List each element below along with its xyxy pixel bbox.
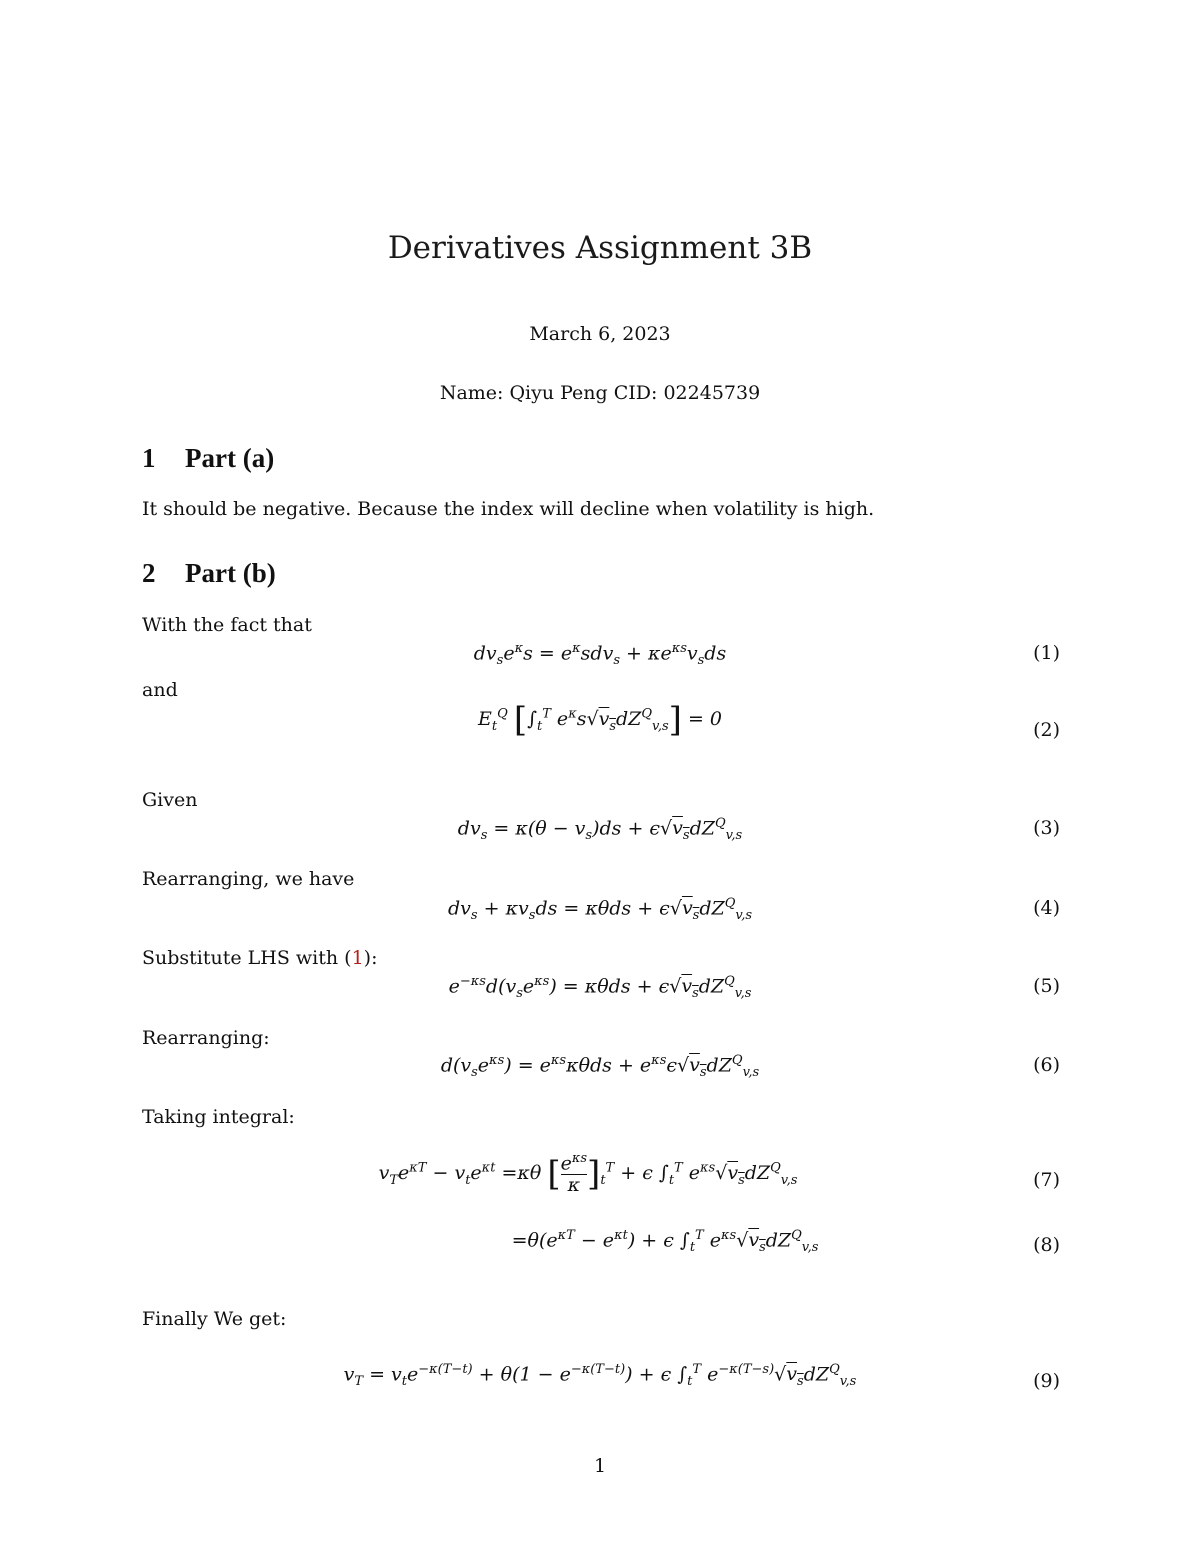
equation-number-4: (4): [1033, 897, 1060, 919]
paragraph-finally: Finally We get:: [142, 1308, 287, 1330]
substitute-suffix: ):: [363, 947, 378, 969]
paragraph-rearranging-we-have: Rearranging, we have: [142, 868, 355, 890]
paragraph-rearranging: Rearranging:: [142, 1027, 270, 1049]
substitute-text: Substitute LHS with (: [142, 947, 352, 969]
equation-2: $E_t^Q$ [$\int_t^T$ $e^\kappa s√v_sdZ^Q_{v,s}] = 0$: [477, 700, 722, 740]
paragraph-substitute-lhs: [142, 947, 378, 969]
equation-number-5: (5): [1033, 975, 1060, 997]
equation-number-6: (6): [1033, 1054, 1060, 1076]
document-title: Derivatives Assignment 3B: [387, 230, 813, 266]
equation-number-3: (3): [1033, 817, 1060, 839]
equation-4: $dv_s + \kappa v_sds = \kappa\theta ds + \epsilon√v_sdZ^Q_{v,s}$: [448, 896, 752, 924]
equation-3: $dv_s = \kappa(\theta - v_s)ds + \epsilon√v_sdZ^Q_{v,s}$: [457, 816, 743, 844]
equation-number-7: (7): [1033, 1169, 1060, 1191]
section-heading-1: [142, 443, 274, 474]
equation-1: $dv_se^\kappa s = e^\kappa sdv_s + \kappa e^{\kappa s}v_sds$: [473, 641, 727, 669]
paragraph-and: and: [142, 679, 178, 701]
author-line: Name: Qiyu Peng CID: 02245739: [439, 382, 761, 404]
equation-reference-link[interactable]: 1: [351, 947, 364, 969]
equation-number-9: (9): [1033, 1370, 1060, 1392]
equation-8: $=\theta(e^{\kappa T} - e^{\kappa t}) + \epsilon$ $\int_t^T$ $e^{\kappa s}√v_sdZ^Q_{v,s}$: [511, 1228, 819, 1256]
equation-6: $d(v_se^{\kappa s}) = e^{\kappa s}\kappa\theta ds + e^{\kappa s}\epsilon√v_sdZ^Q_{v,s}$: [440, 1053, 760, 1081]
equation-number-1: (1): [1033, 642, 1060, 664]
equation-5: $e^{-\kappa s}d(v_se^{\kappa s}) = \kappa\theta ds + \epsilon√v_sdZ^Q_{v,s}$: [448, 974, 752, 1002]
equation-9: $v_T = v_te^{-\kappa(T-t)} + \theta(1 - e^{-\kappa(T-t)}) + \epsilon$ $\int_t^T$ $e^{-\kappa(T-s)}√v_sdZ^Q_{v,s}$: [343, 1362, 857, 1390]
equation-number-8: (8): [1033, 1234, 1060, 1256]
page-number: 1: [593, 1455, 607, 1477]
section-heading-2: [142, 558, 276, 589]
document-date: March 6, 2023: [529, 323, 671, 345]
equation-7: $v_Te^{\kappa T} - v_te^{\kappa t} =\kappa\theta$ [ $e^{\kappa s}$ κ ]$_t^T + \epsilon$ $\int_t^T$ $e^{\kappa s}√v_sdZ^Q_{v,s}$: [378, 1151, 798, 1197]
equation-number-2: (2): [1033, 719, 1060, 741]
section-number: 2: [142, 558, 156, 588]
part-a-answer: It should be negative. Because the index will decline when volatility is high.: [142, 498, 875, 520]
section-title: Part (a): [185, 443, 275, 473]
section-number: 1: [142, 443, 156, 473]
paragraph-taking-integral: Taking integral:: [142, 1106, 295, 1128]
section-title: Part (b): [185, 558, 276, 588]
paragraph-given: Given: [142, 789, 198, 811]
paragraph-with-the-fact: With the fact that: [142, 614, 312, 636]
